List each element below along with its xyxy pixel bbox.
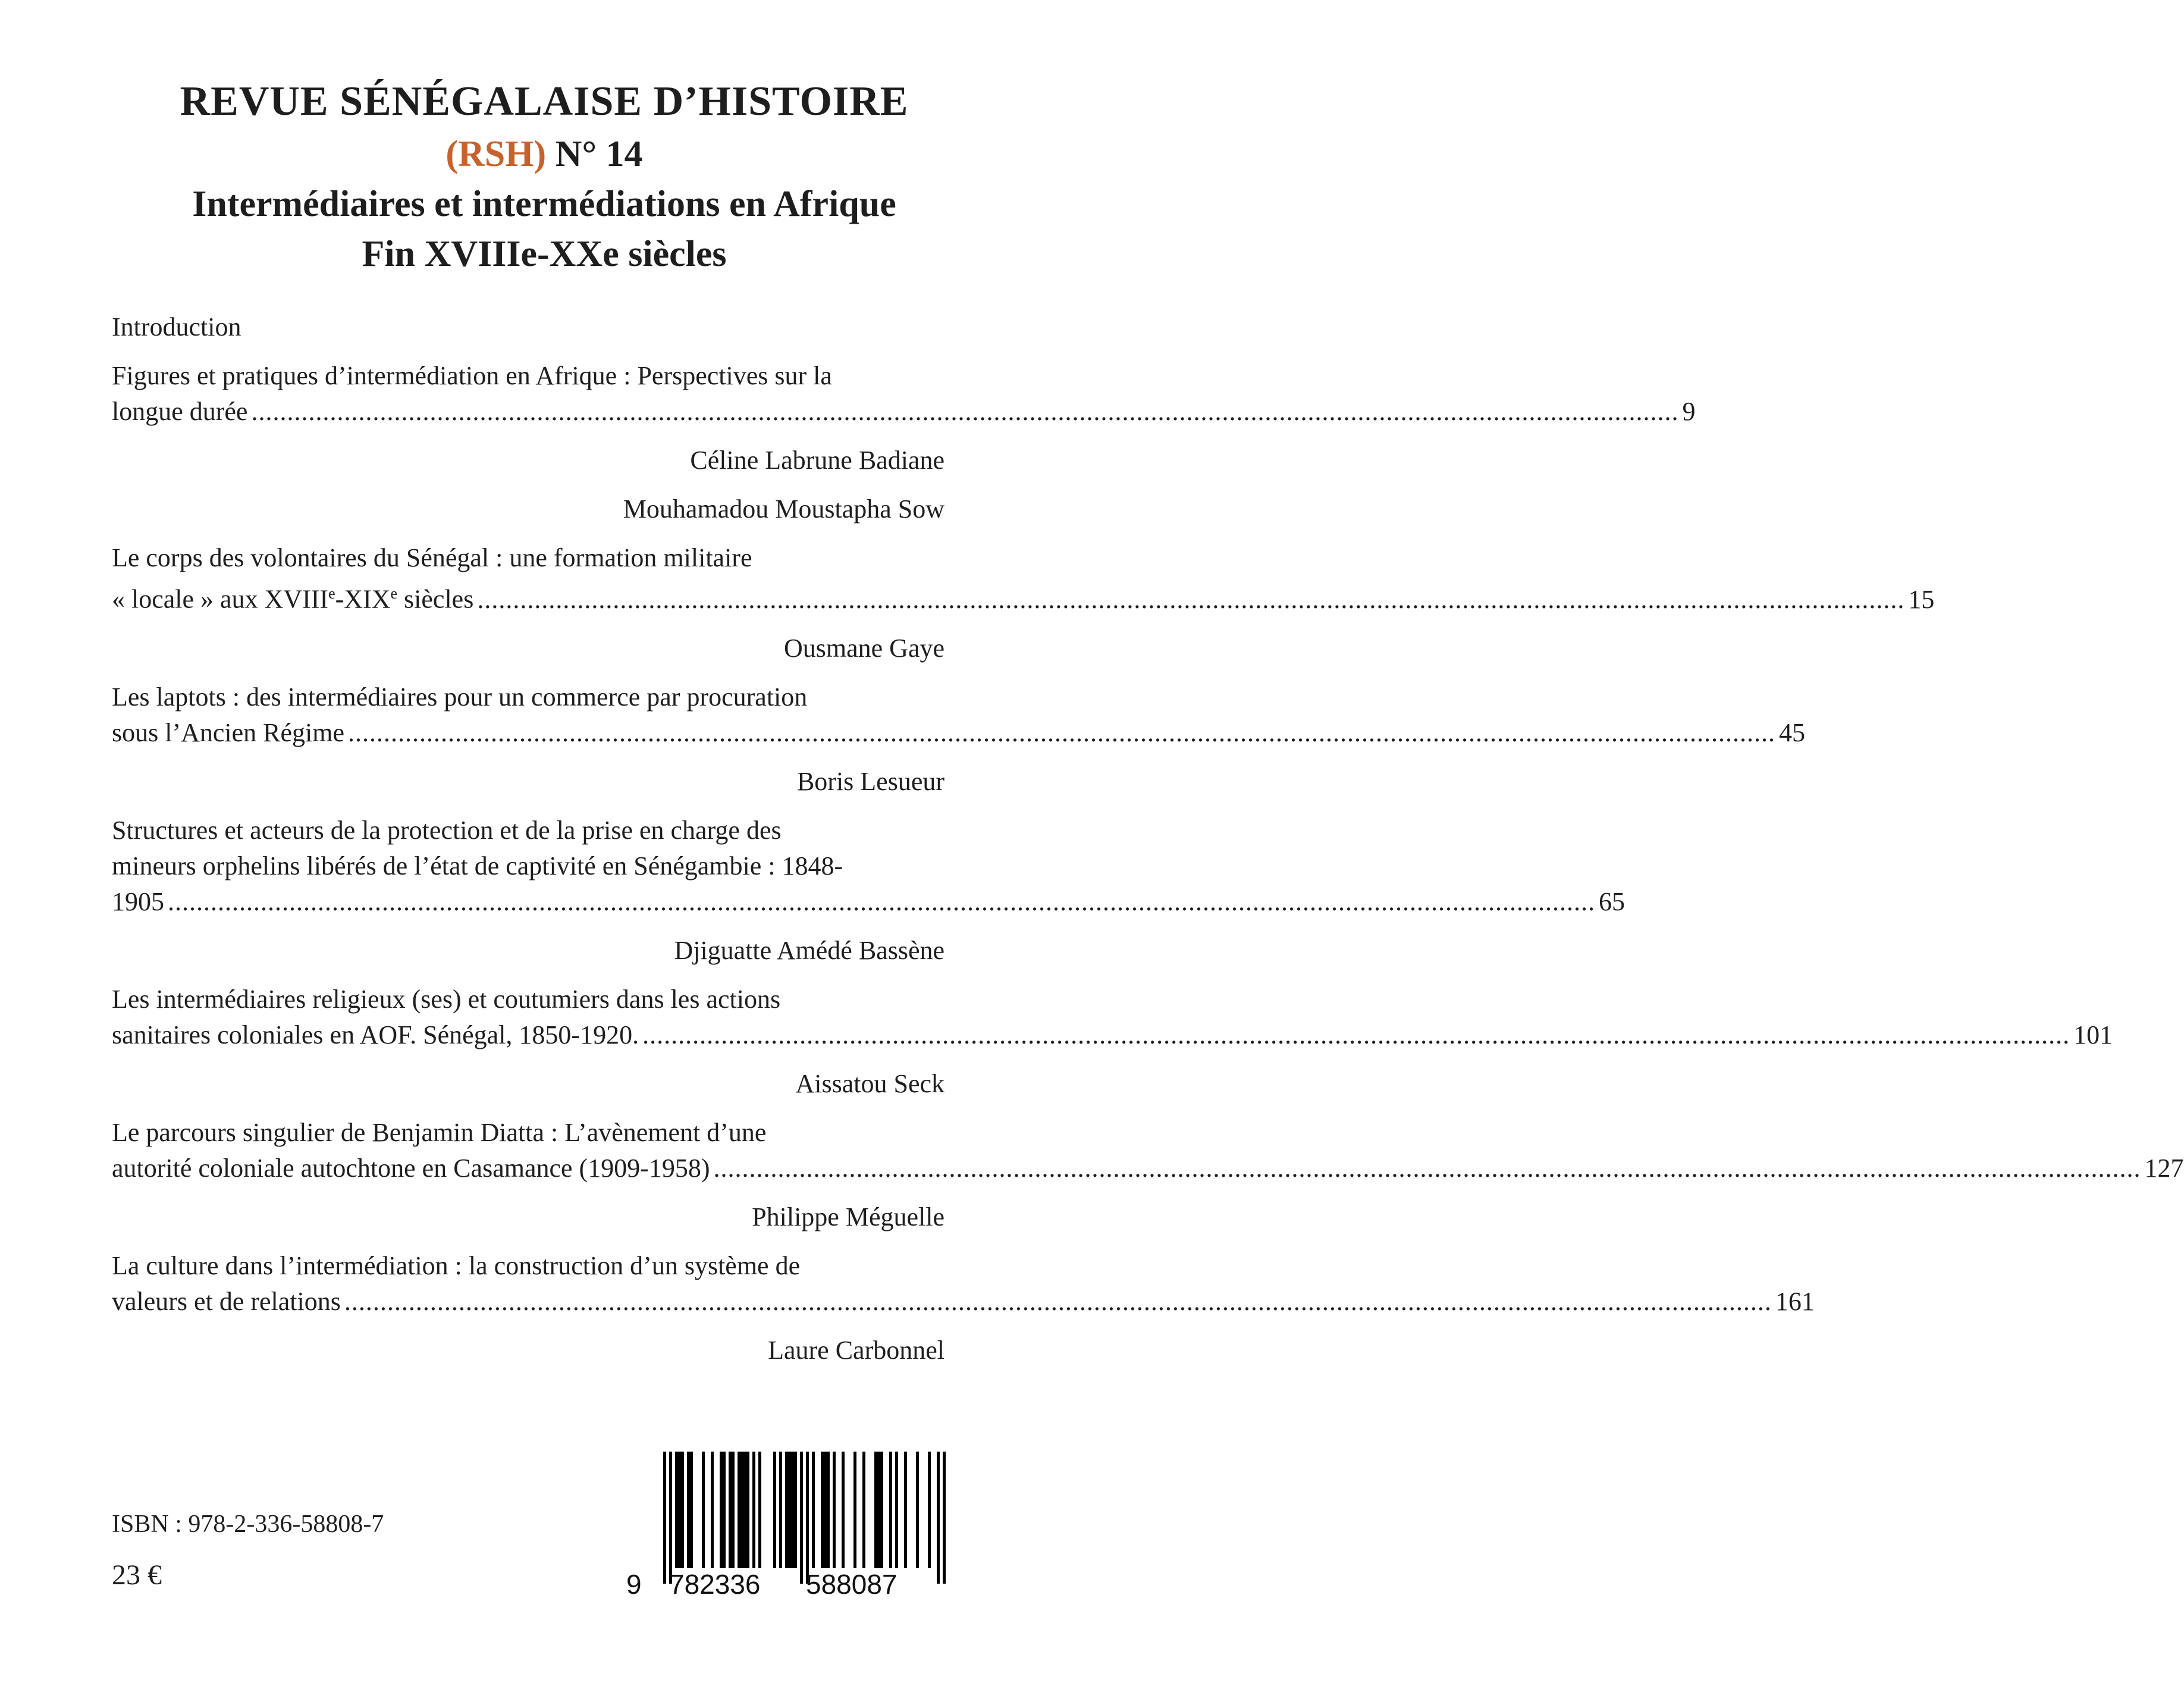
toc-dot-leader: ........................................................................................................................................................................................................ [348,717,1776,747]
barcode-bar [723,1452,726,1568]
toc-entry-last-line [112,1017,2113,1053]
toc-intro-label: Introduction [112,312,241,341]
toc-page-number: 45 [1779,717,1806,747]
barcode-bar [687,1452,690,1568]
barcode-bar [711,1452,714,1568]
theme-title-line-1: Intermédiaires et intermédiations en Afrique [192,184,896,224]
barcode-bar [729,1452,732,1568]
table-of-contents [112,309,2184,1368]
barcode-bar [752,1452,755,1568]
barcode-bar [874,1452,877,1568]
toc-dot-leader: ........................................................................................................................................................................................................ [251,397,1679,426]
toc-dot-leader: ........................................................................................................................................................................................................ [713,1153,2141,1183]
toc-author: Laure Carbonnel [768,1335,944,1365]
barcode-bar [779,1452,782,1568]
barcode-digit-first: 9 [626,1569,642,1600]
toc-page-number: 15 [1908,584,1935,614]
issue-number: N° 14 [555,134,643,174]
theme-title-line-2: Fin XVIIIe-XXe siècles [362,234,727,274]
barcode-group-right: 588087 [806,1569,898,1600]
toc-entry-title-line: Figures et pratiques d’intermédiation en Afrique : Perspectives sur la [112,361,832,390]
barcode-bar [800,1452,803,1584]
issue-line [0,129,1088,179]
toc-page-number: 161 [1775,1286,1815,1316]
toc-entry-last-line [112,1284,1815,1320]
toc-entry-title-end: autorité coloniale autochtone en Casamance (1909-1958) [112,1153,710,1183]
toc-dot-leader: ........................................................................................................................................................................................................ [344,1286,1772,1316]
barcode-bar [821,1452,824,1568]
toc-page-number: 65 [1599,886,1625,916]
toc-page-number: 101 [2073,1020,2113,1049]
barcode-bar [791,1452,794,1568]
barcode-bar [663,1452,666,1584]
journal-title: REVUE SÉNÉGALAISE D’HISTOIRE [180,79,909,124]
toc-page-number: 9 [1682,397,1696,426]
toc-entry-title-line: Le parcours singulier de Benjamin Diatta : L’avènement d’une [112,1117,767,1147]
toc-dot-leader: ........................................................................................................................................................................................................ [642,1020,2070,1049]
barcode-bar [877,1452,880,1568]
barcode-bar [738,1452,740,1568]
barcode-bar [758,1452,761,1568]
barcode-bar [788,1452,791,1568]
barcode-bar [904,1452,907,1568]
toc-entry-last-line [112,884,1625,920]
toc-entry-title-end: sous l’Ancien Régime [112,717,345,747]
barcode-bar [681,1452,684,1568]
barcode-bar [824,1452,827,1568]
barcode-bar [928,1452,931,1568]
barcode-bar [746,1452,749,1568]
toc-entry-title-end: longue durée [112,397,248,426]
toc-entry [112,1248,1815,1320]
toc-entry-last-line [112,715,1806,751]
toc-entry-title-end: « locale » aux XVIIIe-XIXe siècles [112,584,474,614]
barcode-bar [732,1452,735,1568]
barcode-bar [937,1452,940,1584]
barcode-bar [743,1452,746,1568]
toc-page-number: 127 [2144,1153,2184,1183]
barcode-bar [880,1452,883,1568]
barcode-bar [862,1452,865,1568]
barcode [627,1452,946,1600]
toc-entry [112,1115,2184,1186]
toc-entry-last-line [112,394,1696,430]
toc-entry-last-line [112,576,1935,618]
barcode-bar [785,1452,788,1568]
toc-author: Céline Labrune Badiane [690,446,944,475]
barcode-bar [773,1452,776,1568]
barcode-bar [916,1452,919,1568]
toc-entry-title-line: Le corps des volontaires du Sénégal : une formation militaire [112,543,752,572]
toc-author: Ousmane Gaye [783,633,944,663]
toc-entry-title-line: Structures et acteurs de la protection et de la prise en charge des [112,815,782,845]
toc-entry [112,358,1696,430]
barcode-bar [690,1452,693,1568]
cover-header [0,74,1088,279]
toc-author: Philippe Méguelle [752,1202,944,1231]
toc-entry-title-end: sanitaires coloniales en AOF. Sénégal, 1850-1920. [112,1020,639,1049]
toc-dot-leader: ........................................................................................................................................................................................................ [477,584,1905,614]
toc-entry-title-line: Les intermédiaires religieux (ses) et coutumiers dans les actions [112,984,781,1014]
barcode-bar [895,1452,898,1568]
toc-dot-leader: ........................................................................................................................................................................................................ [168,886,1595,916]
barcode-bar [720,1452,723,1568]
toc-entry [112,679,1806,751]
barcode-bar [702,1452,705,1568]
barcode-bar [842,1452,845,1568]
toc-entry [112,982,2113,1053]
toc-author: Boris Lesueur [796,766,944,796]
toc-entry [112,813,1625,920]
barcode-bar [812,1452,815,1568]
barcode-bar [806,1452,809,1584]
toc-entry-title-line: La culture dans l’intermédiation : la construction d’un système de [112,1251,801,1280]
toc-entry-title-line: Les laptots : des intermédiaires pour un commerce par procuration [112,682,808,712]
barcode-bar [740,1452,743,1568]
toc-entry-title-end: valeurs et de relations [112,1286,341,1316]
toc-entry-last-line [112,1151,2184,1186]
toc-entry-title-end: 1905 [112,886,164,916]
barcode-bar [833,1452,836,1568]
isbn: ISBN : 978-2-336-58808-7 [112,1510,384,1538]
barcode-bar [675,1452,678,1568]
barcode-bar [794,1452,797,1568]
barcode-bar [889,1452,892,1568]
toc-entry [112,540,1935,618]
toc-entry-title-line: mineurs orphelins libérés de l’état de captivité en Sénégambie : 1848- [112,851,843,880]
barcode-bar [678,1452,681,1568]
barcode-bar [853,1452,856,1568]
journal-abbreviation: (RSH) [445,134,547,174]
barcode-bar [943,1452,946,1584]
toc-author: Djiguatte Amédé Bassène [674,935,944,965]
barcode-bar [669,1452,672,1584]
barcode-group-left: 782336 [669,1569,761,1600]
toc-author: Mouhamadou Moustapha Sow [623,494,944,524]
toc-author: Aissatou Seck [795,1068,944,1098]
barcode-bars [627,1452,946,1585]
barcode-bar [827,1452,830,1568]
price: 23 € [112,1559,162,1591]
